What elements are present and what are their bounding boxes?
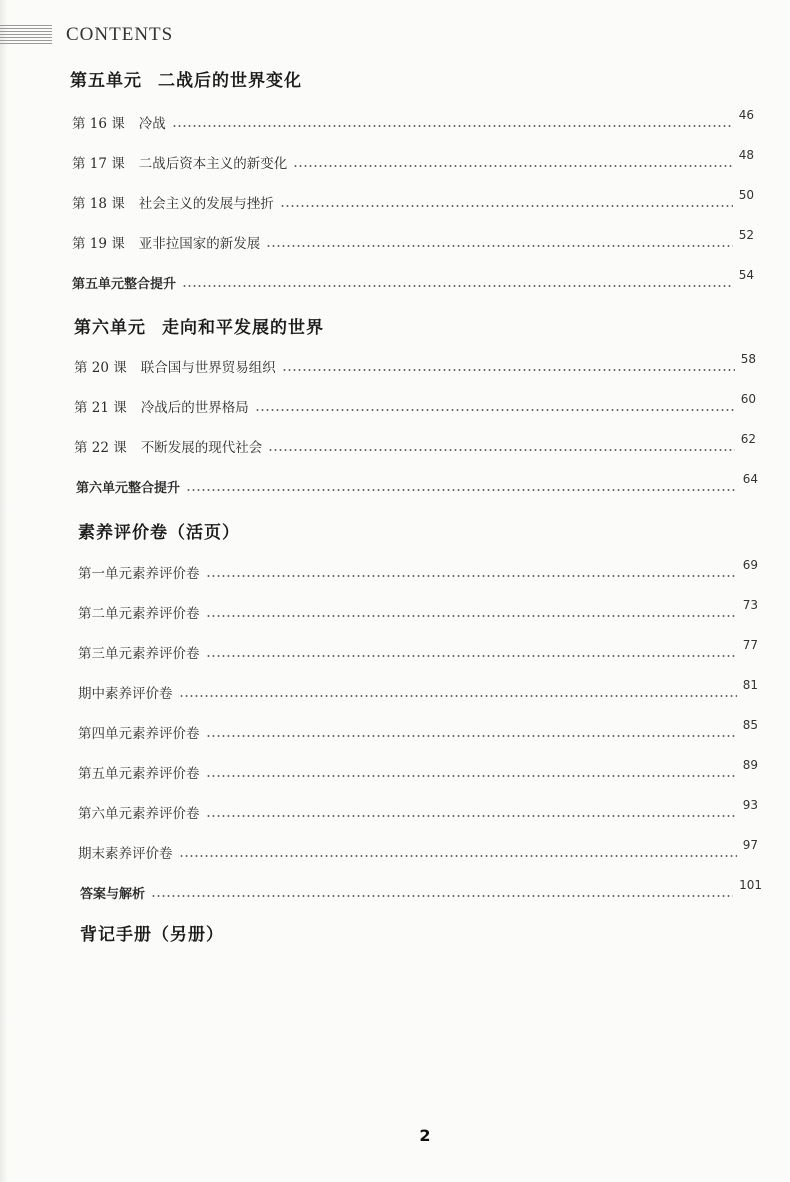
leader-dots bbox=[206, 615, 737, 617]
page-ref: 69 bbox=[742, 558, 758, 572]
unit6-name: 走向和平发展的世界 bbox=[162, 318, 324, 338]
toc-entry-lesson22[interactable] bbox=[74, 432, 756, 456]
assessment-title: 第一单元素养评价卷 bbox=[78, 566, 200, 582]
leader-dots bbox=[280, 205, 733, 207]
leader-dots bbox=[186, 489, 737, 491]
leader-dots bbox=[206, 815, 737, 817]
page-number: 2 bbox=[419, 1126, 431, 1145]
unit5-name: 二战后的世界变化 bbox=[158, 71, 302, 91]
assessment-title: 期末素养评价卷 bbox=[78, 846, 173, 862]
toc-entry-lesson18[interactable] bbox=[72, 188, 754, 212]
lesson-title: 联合国与世界贸易组织 bbox=[140, 360, 276, 376]
leader-dots bbox=[206, 735, 737, 737]
header-decoration-lines bbox=[0, 25, 52, 45]
lesson-title: 冷战后的世界格局 bbox=[140, 400, 249, 416]
toc-entry-assessment-1[interactable] bbox=[78, 558, 758, 582]
leader-dots bbox=[206, 575, 737, 577]
leader-dots bbox=[206, 655, 737, 657]
lesson-number: 第 18 课 bbox=[72, 196, 125, 212]
page-ref: 60 bbox=[740, 392, 756, 406]
leader-dots bbox=[282, 369, 735, 371]
leader-dots bbox=[268, 449, 734, 451]
assessment-title: 第三单元素养评价卷 bbox=[78, 646, 200, 662]
page-ref: 46 bbox=[738, 108, 754, 122]
page-ref: 101 bbox=[739, 878, 762, 892]
toc-entry-assessment-6[interactable] bbox=[78, 798, 758, 822]
assessment-title: 第四单元素养评价卷 bbox=[78, 726, 200, 742]
leader-dots bbox=[206, 775, 737, 777]
toc-entry-lesson21[interactable] bbox=[74, 392, 756, 416]
assessment-title: 第五单元素养评价卷 bbox=[78, 766, 200, 782]
lesson-title: 社会主义的发展与挫折 bbox=[138, 196, 274, 212]
page-ref: 64 bbox=[742, 472, 758, 486]
page-ref: 58 bbox=[740, 352, 756, 366]
unit5-label: 第五单元 bbox=[70, 71, 142, 91]
toc-entry-answers[interactable] bbox=[80, 878, 762, 902]
contents-title: CONTENTS bbox=[66, 24, 174, 45]
page-ref: 89 bbox=[742, 758, 758, 772]
toc-entry-unit6-summary[interactable] bbox=[76, 472, 758, 496]
contents-header bbox=[0, 22, 173, 48]
page-ref: 50 bbox=[738, 188, 754, 202]
lesson-title: 亚非拉国家的新发展 bbox=[138, 236, 261, 252]
assessment-title: 第六单元素养评价卷 bbox=[78, 806, 200, 822]
lesson-number: 第 17 课 bbox=[72, 156, 125, 172]
leader-dots bbox=[179, 855, 737, 857]
page-ref: 77 bbox=[742, 638, 758, 652]
page-ref: 62 bbox=[740, 432, 756, 446]
toc-entry-lesson17[interactable] bbox=[72, 148, 754, 172]
leader-dots bbox=[182, 285, 733, 287]
answers-title: 答案与解析 bbox=[80, 887, 146, 902]
toc-entry-lesson16[interactable] bbox=[72, 108, 754, 132]
page-ref: 73 bbox=[742, 598, 758, 612]
leader-dots bbox=[151, 895, 733, 897]
leader-dots bbox=[266, 245, 732, 247]
page-ref: 85 bbox=[742, 718, 758, 732]
toc-entry-lesson20[interactable] bbox=[74, 352, 756, 376]
lesson-title: 冷战 bbox=[138, 116, 166, 132]
assessment-title: 第二单元素养评价卷 bbox=[78, 606, 200, 622]
leader-dots bbox=[293, 165, 732, 167]
toc-entry-assessment-2[interactable] bbox=[78, 598, 758, 622]
lesson-number: 第 21 课 bbox=[74, 400, 127, 416]
page-ref: 97 bbox=[742, 838, 758, 852]
toc-entry-assessment-5[interactable] bbox=[78, 758, 758, 782]
handbook-heading[interactable]: 背记手册（另册） bbox=[80, 925, 224, 945]
toc-entry-assessment-4[interactable] bbox=[78, 718, 758, 742]
page-ref: 54 bbox=[738, 268, 754, 282]
unit5-heading[interactable] bbox=[70, 66, 302, 91]
lesson-title: 二战后资本主义的新变化 bbox=[138, 156, 288, 172]
summary-title: 第五单元整合提升 bbox=[72, 277, 177, 292]
leader-dots bbox=[172, 125, 733, 127]
assessment-title: 期中素养评价卷 bbox=[78, 686, 173, 702]
toc-entry-lesson19[interactable] bbox=[72, 228, 754, 252]
page-ref: 48 bbox=[738, 148, 754, 162]
leader-dots bbox=[255, 409, 735, 411]
toc-entry-unit5-summary[interactable] bbox=[72, 268, 754, 292]
page-edge-shade bbox=[0, 0, 8, 1182]
lesson-title: 不断发展的现代社会 bbox=[140, 440, 263, 456]
toc-entry-assessment-final[interactable] bbox=[78, 838, 758, 862]
unit6-heading[interactable] bbox=[74, 313, 324, 338]
leader-dots bbox=[179, 695, 737, 697]
lesson-number: 第 20 课 bbox=[74, 360, 127, 376]
toc-entry-assessment-midterm[interactable] bbox=[78, 678, 758, 702]
page-ref: 93 bbox=[742, 798, 758, 812]
lesson-number: 第 16 课 bbox=[72, 116, 125, 132]
unit6-label: 第六单元 bbox=[74, 318, 146, 338]
lesson-number: 第 19 课 bbox=[72, 236, 125, 252]
page-ref: 81 bbox=[742, 678, 758, 692]
summary-title: 第六单元整合提升 bbox=[76, 481, 181, 496]
toc-entry-assessment-3[interactable] bbox=[78, 638, 758, 662]
assessments-heading[interactable]: 素养评价卷（活页） bbox=[78, 523, 240, 543]
page-ref: 52 bbox=[738, 228, 754, 242]
lesson-number: 第 22 课 bbox=[74, 440, 127, 456]
